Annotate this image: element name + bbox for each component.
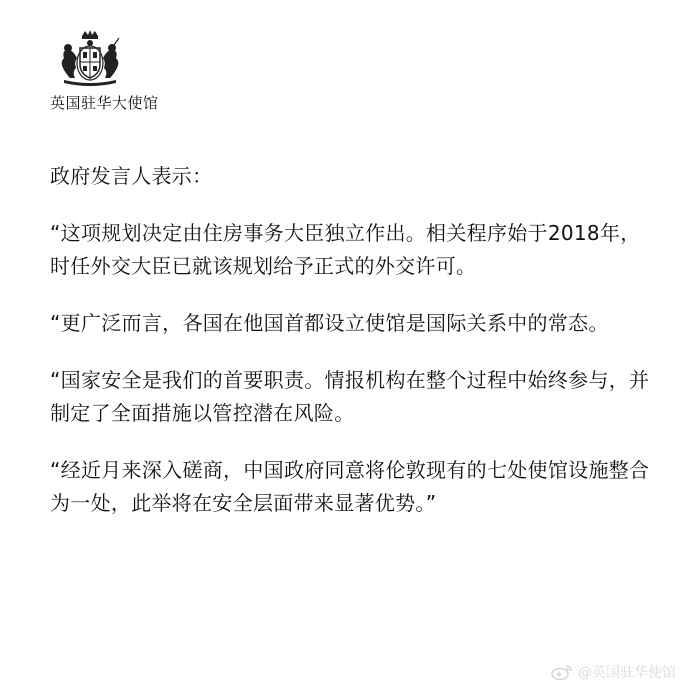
statement-body xyxy=(50,160,650,544)
crest xyxy=(50,28,130,90)
royal-coat-of-arms-icon xyxy=(50,28,130,90)
statement-paragraph: “经近月来深入磋商，中国政府同意将伦敦现有的七处使馆设施整合为一处，此举将在安全层面带来显著优势。” xyxy=(50,458,650,515)
statement-paragraph: “国家安全是我们的首要职责。情报机构在整个过程中始终参与，并制定了全面措施以管控潜在风险。 xyxy=(50,368,650,425)
embassy-name: 英国驻华大使馆 xyxy=(50,94,159,112)
watermark-text: @英国驻华使馆 xyxy=(578,665,676,681)
statement-paragraph: “更广泛而言，各国在他国首都设立使馆是国际关系中的常态。 xyxy=(50,311,609,335)
statement-paragraph: “这项规划决定由住房事务大臣独立作出。相关程序始于2018年，时任外交大臣已就该规划给予正式的外交许可。 xyxy=(50,221,641,278)
weibo-watermark xyxy=(551,662,676,682)
statement-intro: 政府发言人表示： xyxy=(50,164,213,188)
weibo-icon xyxy=(551,663,573,681)
